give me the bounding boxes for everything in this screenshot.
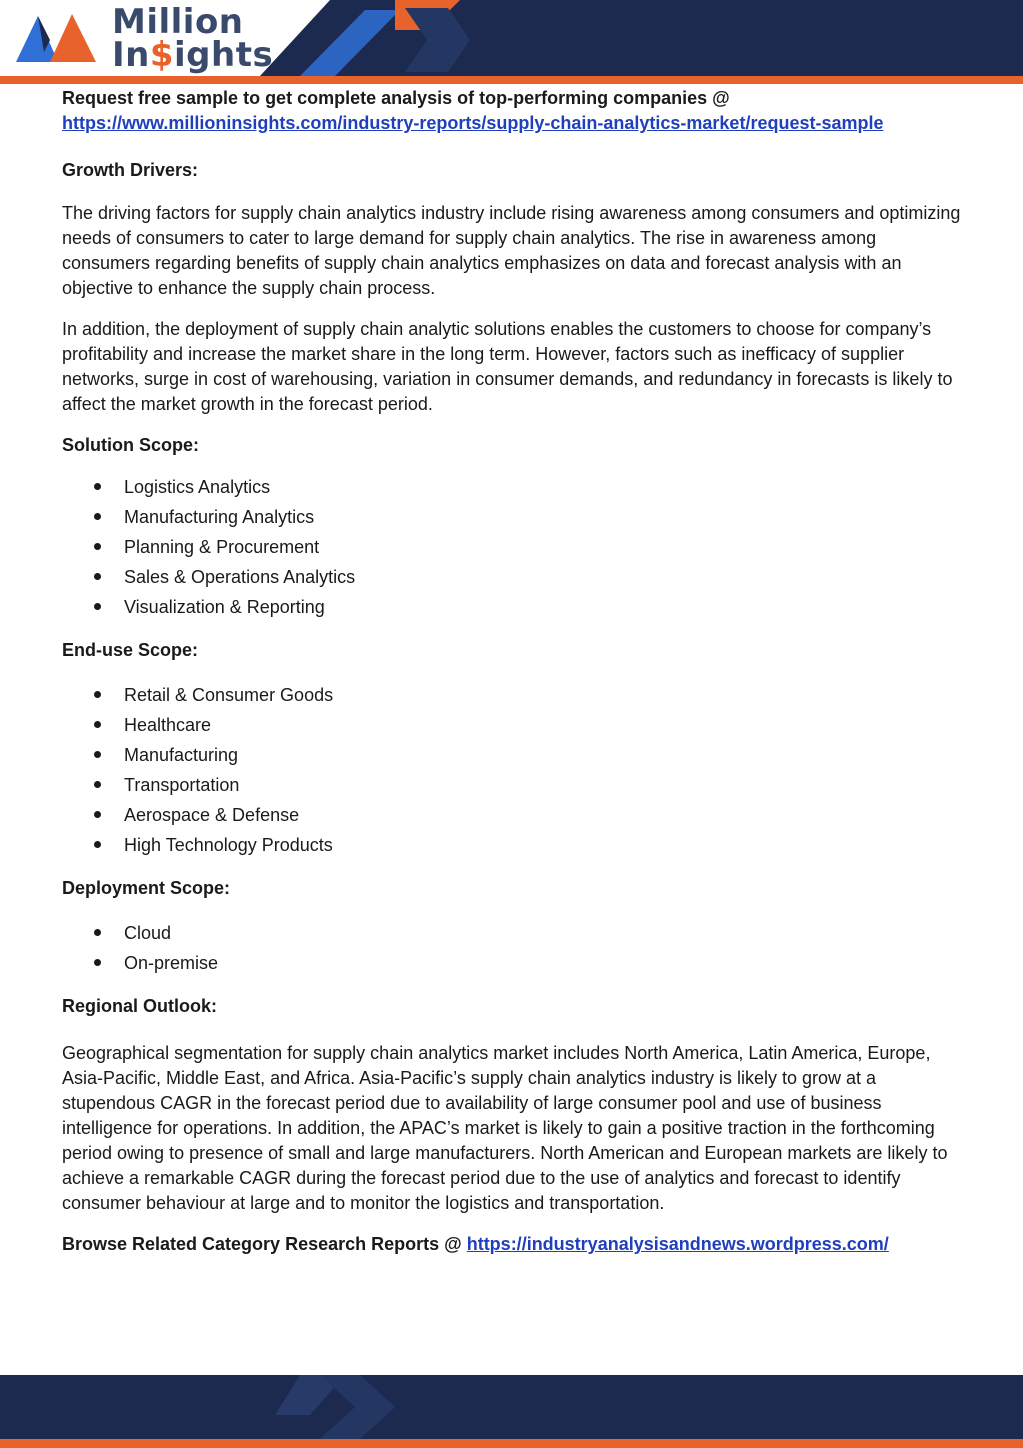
bullet-icon [94,751,101,758]
related-reports-link[interactable]: https://industryanalysisandnews.wordpress.com/ [466,1234,889,1254]
brand-line-1: Million [112,2,244,42]
footer-banner [0,1375,1023,1448]
bullet-icon [94,841,101,848]
bullet-icon [94,929,101,936]
list-item: Healthcare [62,710,962,740]
browse-related-text: Browse Related Category Research Reports @ [62,1234,462,1254]
bullet-icon [94,959,101,966]
list-item: Logistics Analytics [62,472,962,502]
list-item: Planning & Procurement [62,532,962,562]
bullet-icon [94,811,101,818]
list-item: Aerospace & Defense [62,800,962,830]
list-item: Visualization & Reporting [62,592,962,622]
bullet-icon [94,483,101,490]
document-body [62,86,962,1257]
bullet-icon [94,513,101,520]
growth-drivers-heading: Growth Drivers: [62,160,199,180]
solution-scope-heading: Solution Scope: [62,435,199,455]
deployment-scope-list [62,918,962,978]
list-item: Retail & Consumer Goods [62,680,962,710]
bullet-icon [94,721,101,728]
list-item: Transportation [62,770,962,800]
page-header [0,0,1023,84]
logo-mark-icon [16,14,96,62]
end-use-scope-list [62,680,962,860]
intro-text: Request free sample to get complete analysis of top-performing companies @ [62,88,730,108]
brand-logo [112,2,274,75]
list-item: Manufacturing [62,740,962,770]
deployment-scope-heading: Deployment Scope: [62,878,231,898]
list-item: On-premise [62,948,962,978]
bullet-icon [94,781,101,788]
brand-line-2: In$ights [112,35,274,75]
bullet-icon [94,603,101,610]
bullet-icon [94,691,101,698]
growth-paragraph-2: In addition, the deployment of supply chain analytic solutions enables the customers to choose for company’s profitability and increase the market share in the long term. However, factors such as inefficacy of supplier networks, surge in cost of warehousing, variation in consumer demands, and redundancy in forecasts is likely to affect the market growth in the forecast period. [62,319,953,414]
bullet-icon [94,543,101,550]
list-item: High Technology Products [62,830,962,860]
page-footer [0,1375,1023,1448]
list-item: Sales & Operations Analytics [62,562,962,592]
regional-paragraph: Geographical segmentation for supply chain analytics market includes North America, Latin America, Europe, Asia-Pacific, Middle East, and Africa. Asia-Pacific’s supply chain analytics industry is likely to grow at a stupendous CAGR in the forecast period due to availability of large consumer pool and use of business intelligence for operations. In addition, the APAC’s market is likely to gain a positive traction in the forthcoming period owing to presence of small and large manufacturers. North American and European markets are likely to achieve a remarkable CAGR during the forecast period due to the use of analytics and forecast to identify consumer behaviour at large and to monitor the logistics and transportation. [62,1043,948,1213]
list-item: Cloud [62,918,962,948]
bullet-icon [94,573,101,580]
solution-scope-list [62,472,962,622]
growth-paragraph-1: The driving factors for supply chain analytics industry include rising awareness among consumers and optimizing needs of consumers to cater to large demand for supply chain analytics. The rise in awareness among consumers regarding benefits of supply chain analytics emphasizes on data and forecast analysis with an objective to enhance the supply chain process. [62,203,961,298]
regional-outlook-heading: Regional Outlook: [62,996,217,1016]
browse-related-line [62,1232,962,1257]
end-use-scope-heading: End-use Scope: [62,640,199,660]
request-sample-link[interactable]: https://www.millioninsights.com/industry-reports/supply-chain-analytics-market/request-sample [62,113,884,133]
list-item: Manufacturing Analytics [62,502,962,532]
